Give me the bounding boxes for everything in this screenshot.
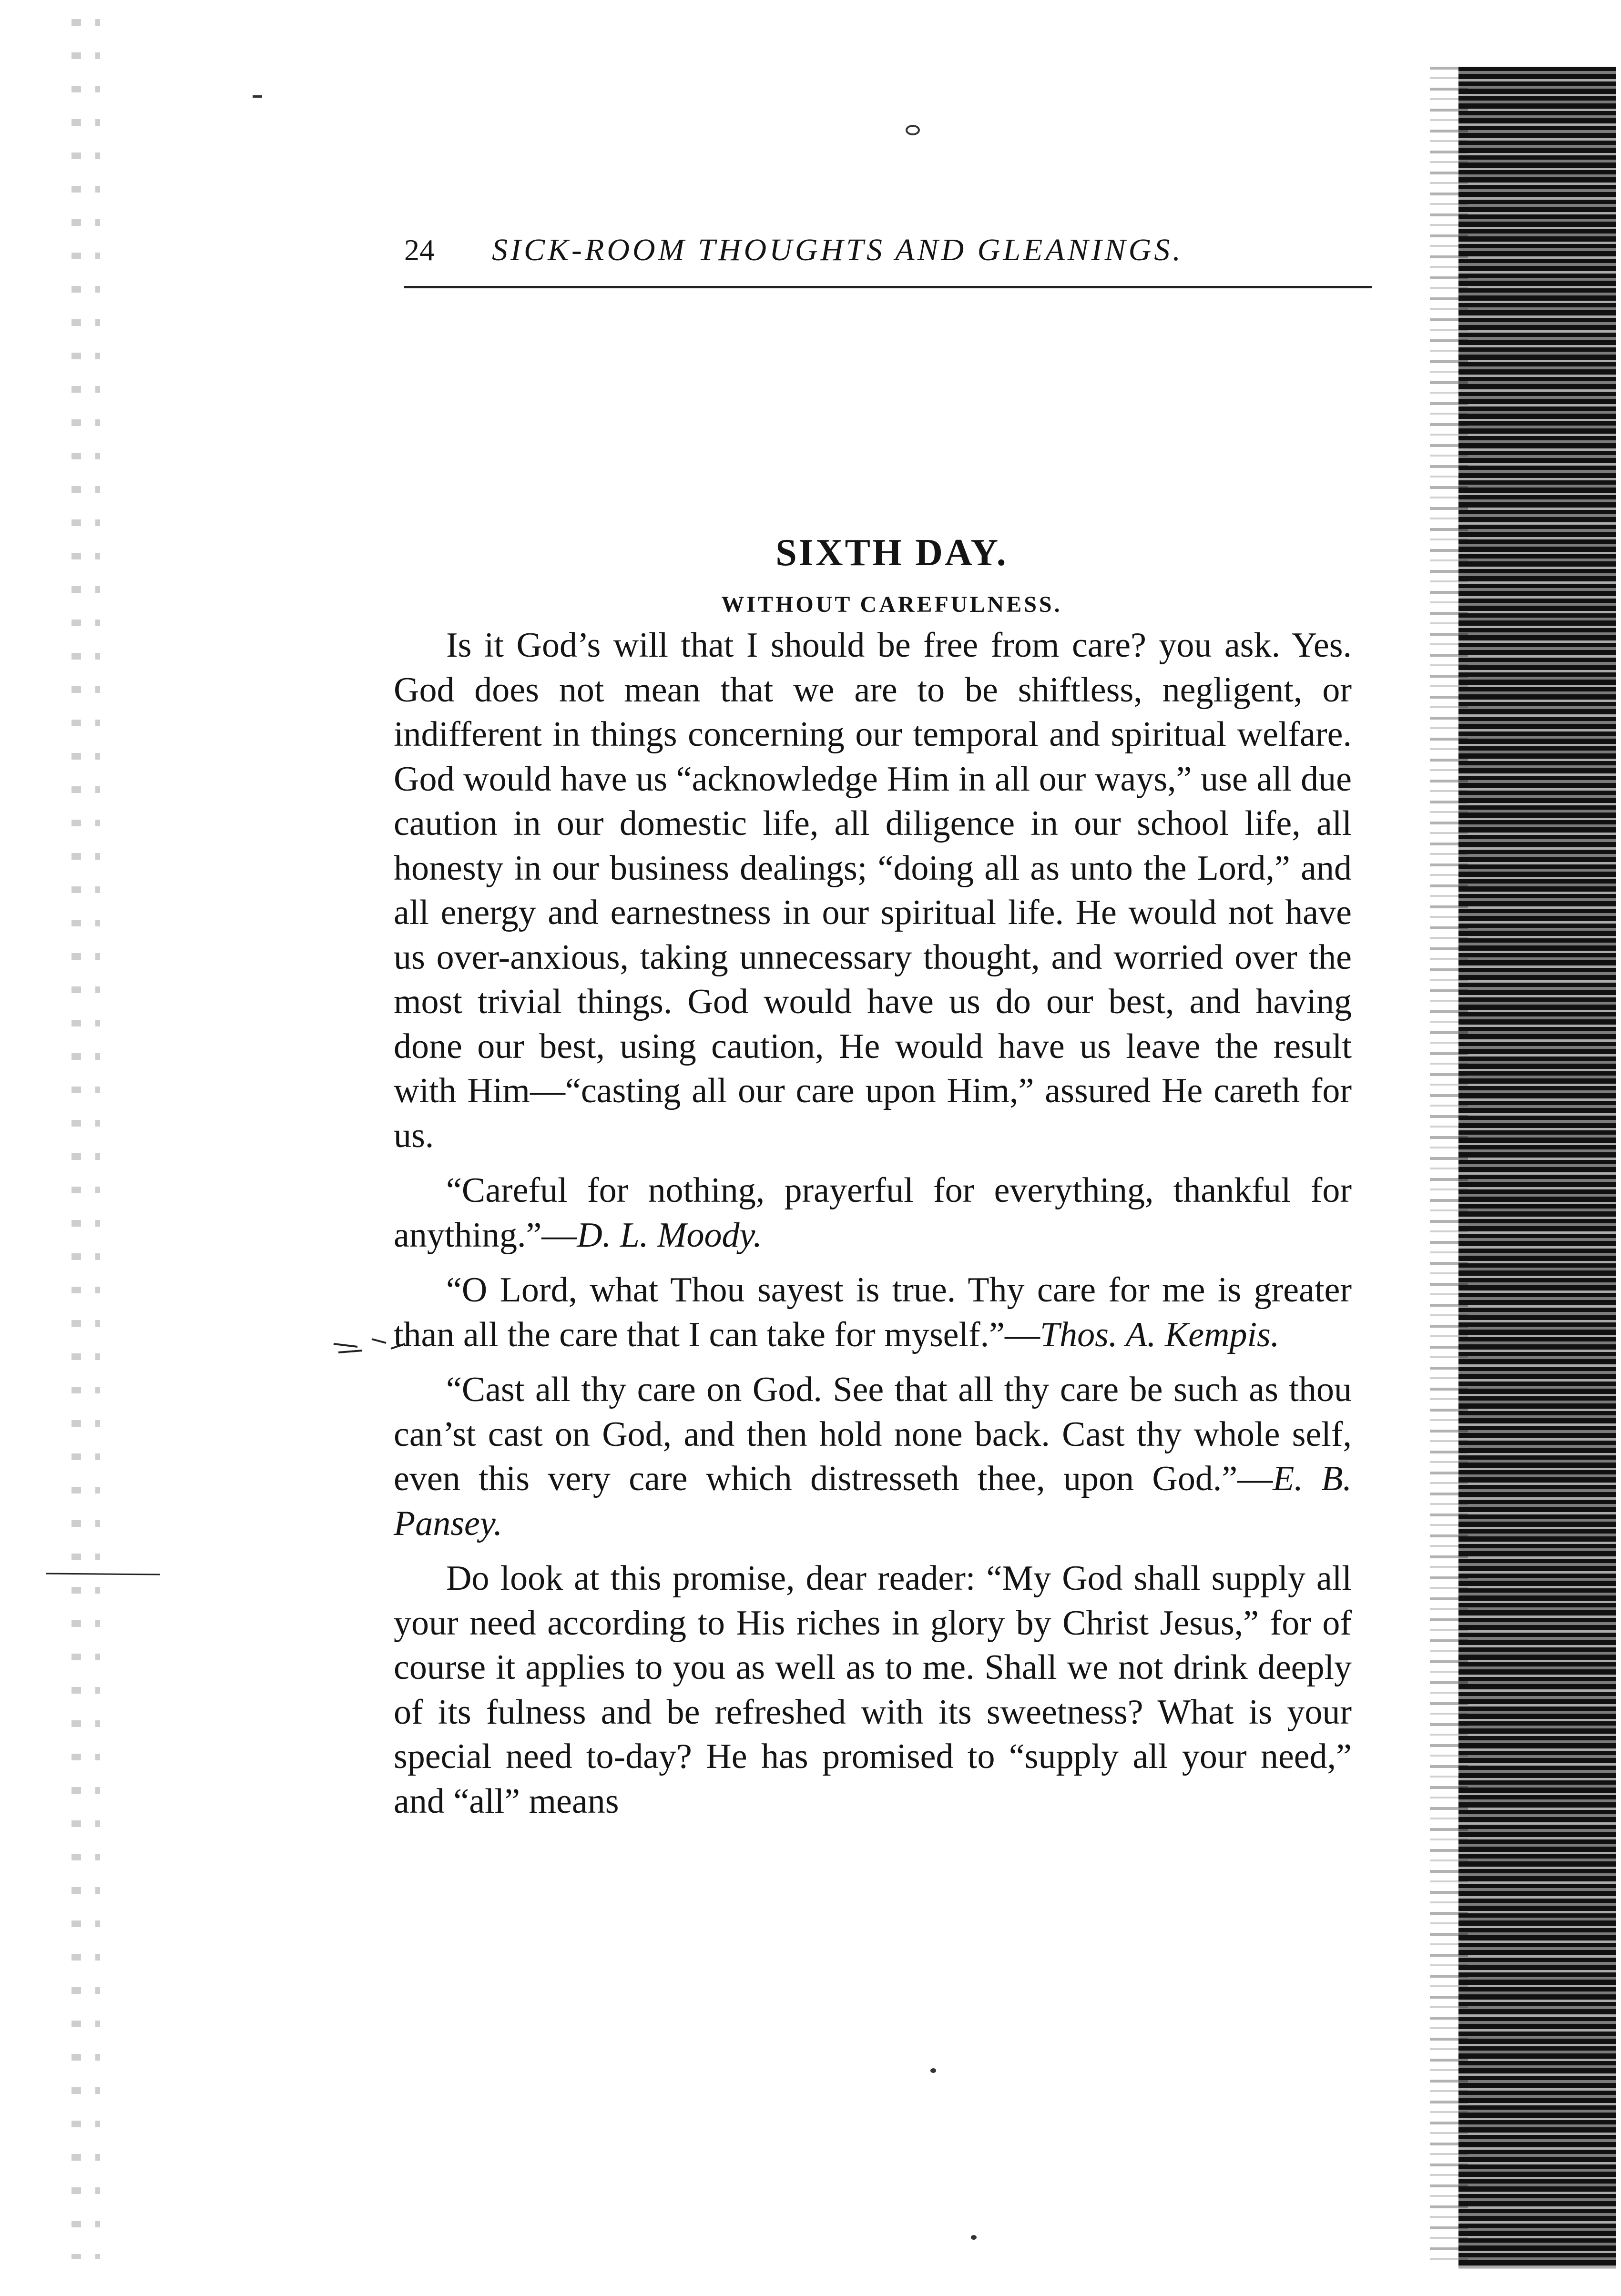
paragraph-text: Is it God’s will that I should be free from care? you ask. Yes. God does not mean that we are to be shiftless, negligent, or indifferent in things concerning our temporal and spiritual welfare. God would have us “acknowledge Him in all our ways,” use all due caution in our domestic life, all diligence in our school life, all honesty in our business dealings; “doing all as unto the Lord,” and all energy and earnestness in our spiritual life. He would not have us over-anxious, taking unnecessary thought, and worried over the most trivial things. God would have us do our best, and having done our best, using caution, He would have us leave the result with Him—“casting all our care upon Him,” assured He careth for us.: [394, 626, 1352, 1155]
quote-paragraph: [394, 1268, 1352, 1357]
page-speck: [253, 95, 262, 98]
scan-edge-left: [62, 19, 114, 2259]
quote-paragraph: [394, 1368, 1352, 1546]
paragraph: [394, 623, 1352, 1158]
paragraph: [394, 1556, 1352, 1824]
pencil-mark: [46, 1573, 160, 1575]
quote-attribution: D. L. Moody.: [577, 1215, 762, 1255]
chapter-title: SIXTH DAY.: [775, 532, 1008, 574]
quote-attribution: Thos. A. Kempis.: [1040, 1315, 1280, 1354]
chapter-subtitle: WITHOUT CAREFULNESS.: [721, 592, 1062, 617]
running-head: [404, 229, 1300, 272]
quote-text: “O Lord, what Thou sayest is true. Thy care for me is greater than all the care that I can take for myself.”—: [394, 1270, 1352, 1354]
quote-text: “Cast all thy care on God. See that all thy care be such as thou can’st cast on God, and then hold none back. Cast thy whole self, even this very care which distresseth thee, upon God.”—: [394, 1370, 1352, 1498]
page-number: 24: [404, 233, 435, 267]
paragraph-text: Do look at this promise, dear reader: “My God shall supply all your need according to His riches in glory by Christ Jesus,” for of course it applies to you as well as to me. Shall we not drink deeply of its fulness and be refreshed with its sweetness? What is your special need to-day? He has promised to “supply all your need,” and “all” means: [394, 1559, 1352, 1821]
page-speck: [930, 2068, 936, 2073]
scan-edge-right: [1458, 67, 1616, 2268]
page-speck: [971, 2235, 977, 2240]
page-body: [394, 529, 1352, 1824]
running-title: SICK-ROOM THOUGHTS AND GLEANINGS.: [492, 233, 1183, 267]
quote-text: “Careful for nothing, prayerful for everything, thankful for anything.”—: [394, 1171, 1352, 1255]
page-speck: [906, 125, 920, 135]
quote-paragraph: [394, 1168, 1352, 1258]
quote-attribution: E. B. Pansey.: [394, 1459, 1352, 1543]
header-rule: [404, 286, 1372, 288]
